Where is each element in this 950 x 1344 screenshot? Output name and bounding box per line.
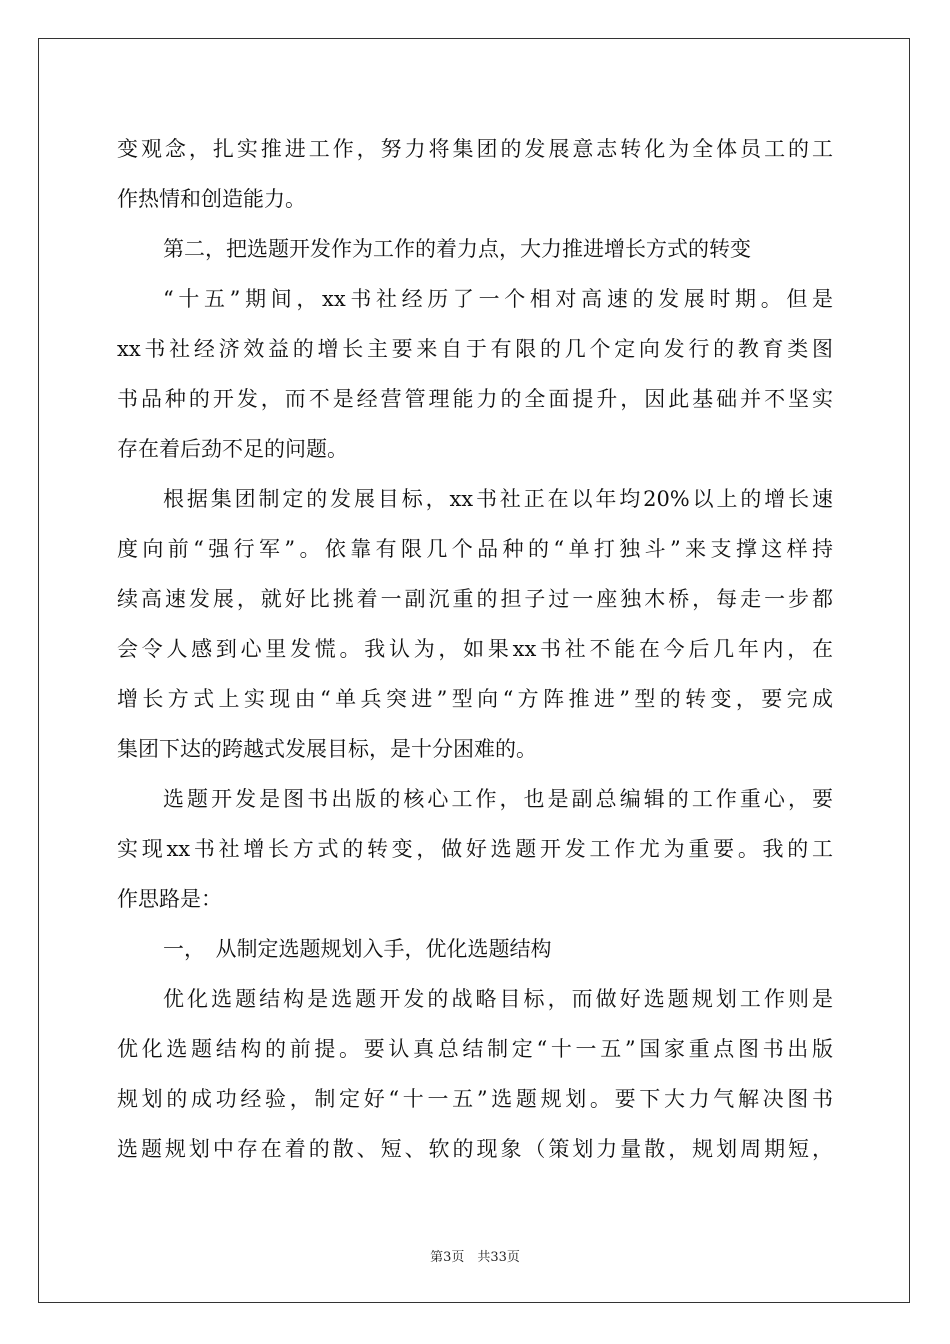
- text-line: 变观念，扎实推进工作，努力将集团的发展意志转化为全体员工的工: [117, 137, 833, 161]
- text-line: 规划的成功经验，制定好“十一五”选题规划。要下大力气解决图书: [117, 1087, 833, 1111]
- text-line: xx书社经济效益的增长主要来自于有限的几个定向发行的教育类图: [117, 337, 833, 361]
- text-line: 实现xx书社增长方式的转变，做好选题开发工作尤为重要。我的工: [117, 837, 833, 861]
- text-line: 第二，把选题开发作为工作的着力点，大力推进增长方式的转变: [163, 237, 751, 261]
- text-line: 续高速发展，就好比挑着一副沉重的担子过一座独木桥，每走一步都: [117, 587, 833, 611]
- text-line: 优化选题结构的前提。要认真总结制定“十一五”国家重点图书出版: [117, 1037, 833, 1061]
- text-line: 一， 从制定选题规划入手，优化选题结构: [163, 937, 552, 961]
- text-line: 存在着后劲不足的问题。: [117, 437, 348, 461]
- text-line: 作思路是：: [117, 887, 222, 911]
- text-line: “十五”期间，xx书社经历了一个相对高速的发展时期。但是: [163, 287, 833, 311]
- page-number-footer: 第3页 共33页: [430, 1250, 520, 1265]
- text-line: 根据集团制定的发展目标，xx书社正在以年均20%以上的增长速: [163, 487, 833, 511]
- text-line: 度向前“强行军”。依靠有限几个品种的“单打独斗”来支撑这样持: [117, 537, 833, 561]
- text-line: 选题规划中存在着的散、短、软的现象（策划力量散，规划周期短，: [117, 1137, 833, 1161]
- text-line: 增长方式上实现由“单兵突进”型向“方阵推进”型的转变，要完成: [117, 687, 833, 711]
- text-line: 优化选题结构是选题开发的战略目标，而做好选题规划工作则是: [163, 987, 833, 1011]
- text-line: 选题开发是图书出版的核心工作，也是副总编辑的工作重心，要: [163, 787, 833, 811]
- text-line: 书品种的开发，而不是经营管理能力的全面提升，因此基础并不坚实: [117, 387, 833, 411]
- document-body: [117, 124, 833, 1174]
- text-line: 集团下达的跨越式发展目标，是十分困难的。: [117, 737, 537, 761]
- text-line: 作热情和创造能力。: [117, 187, 306, 211]
- text-line: 会令人感到心里发慌。我认为，如果xx书社不能在今后几年内，在: [117, 637, 833, 661]
